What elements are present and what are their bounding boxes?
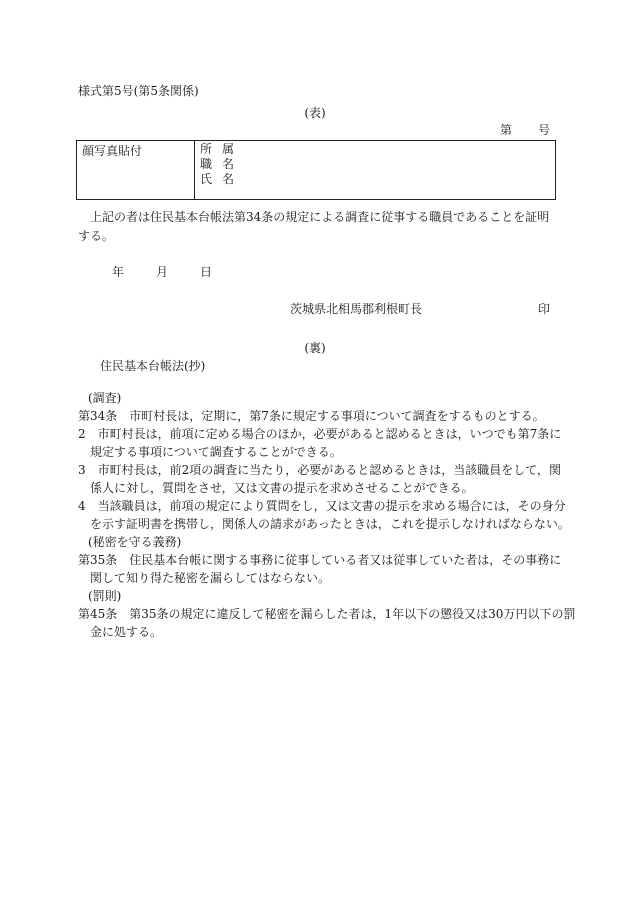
law-text-line: 第35条 住民基本台帳に関する事務に従事している者又は従事していた者は，その事務に bbox=[78, 553, 562, 567]
date-month: 月 bbox=[156, 265, 169, 279]
back-side-heading: (裏) bbox=[304, 341, 326, 355]
law-text-line: 3 市町村長は，前2項の調査に当たり，必要があると認めるときは，当該職員をして，関 bbox=[78, 463, 562, 477]
law-text-line: 2 市町村長は，前項に定める場合のほか，必要があると認めるときは，いつでも第7条に bbox=[78, 427, 562, 441]
info-cell bbox=[195, 141, 234, 199]
article-caption: (罰則) bbox=[88, 589, 122, 603]
law-text-line: 係人に対し，質問をさせ，又は文書の提示を求めさせることができる。 bbox=[90, 481, 474, 495]
date-line bbox=[112, 263, 244, 281]
position-row bbox=[200, 157, 234, 172]
law-text-line: 4 当該職員は，前項の規定により質問をし，又は文書の提示を求める場合には，その身分 bbox=[78, 499, 566, 513]
photo-cell bbox=[77, 141, 195, 199]
law-excerpt-title: 住民基本台帳法(抄) bbox=[100, 359, 206, 373]
number-prefix: 第 bbox=[500, 123, 513, 137]
photo-label: 顔写真貼付 bbox=[82, 144, 143, 158]
law-excerpt-body bbox=[78, 389, 576, 641]
name-row bbox=[200, 172, 234, 187]
issuer-name: 茨城県北相馬郡利根町長 bbox=[290, 302, 423, 316]
law-text-line: 規定する事項について調査することができる。 bbox=[90, 445, 342, 459]
article-caption: (調査) bbox=[88, 391, 122, 405]
law-text-line: 金に処する。 bbox=[90, 625, 163, 639]
position-label-b: 名 bbox=[222, 157, 235, 171]
law-text-line: 第45条 第35条の規定に違反して秘密を漏らした者は，1年以下の懲役又は30万円以下の罰 bbox=[78, 607, 576, 621]
certification-statement: 上記の者は住民基本台帳法第34条の規定による調査に従事する職員であることを証明する。 bbox=[78, 210, 550, 243]
certificate-table bbox=[76, 140, 556, 200]
date-year: 年 bbox=[112, 265, 125, 279]
name-label-b: 名 bbox=[222, 172, 235, 186]
affiliation-label-a: 所 bbox=[200, 142, 213, 156]
law-text-line: 関して知り得た秘密を漏らしてはならない。 bbox=[90, 571, 331, 585]
form-number-label: 様式第5号(第5条関係) bbox=[78, 84, 199, 98]
affiliation-row bbox=[200, 142, 234, 157]
affiliation-label-b: 属 bbox=[222, 142, 235, 156]
position-label-a: 職 bbox=[200, 157, 213, 171]
law-text-line: を示す証明書を携帯し，関係人の請求があったときは，これを提示しなければならない。 bbox=[90, 517, 570, 531]
seal-mark: 印 bbox=[538, 302, 551, 316]
date-day: 日 bbox=[200, 265, 213, 279]
article-caption: (秘密を守る義務) bbox=[88, 535, 182, 549]
law-text-line: 第34条 市町村長は，定期に，第7条に規定する事項について調査をするものとする。 bbox=[78, 409, 545, 423]
name-label-a: 氏 bbox=[200, 172, 213, 186]
front-side-heading: (表) bbox=[304, 106, 326, 120]
certificate-number-label bbox=[500, 121, 550, 139]
number-suffix: 号 bbox=[537, 123, 550, 137]
